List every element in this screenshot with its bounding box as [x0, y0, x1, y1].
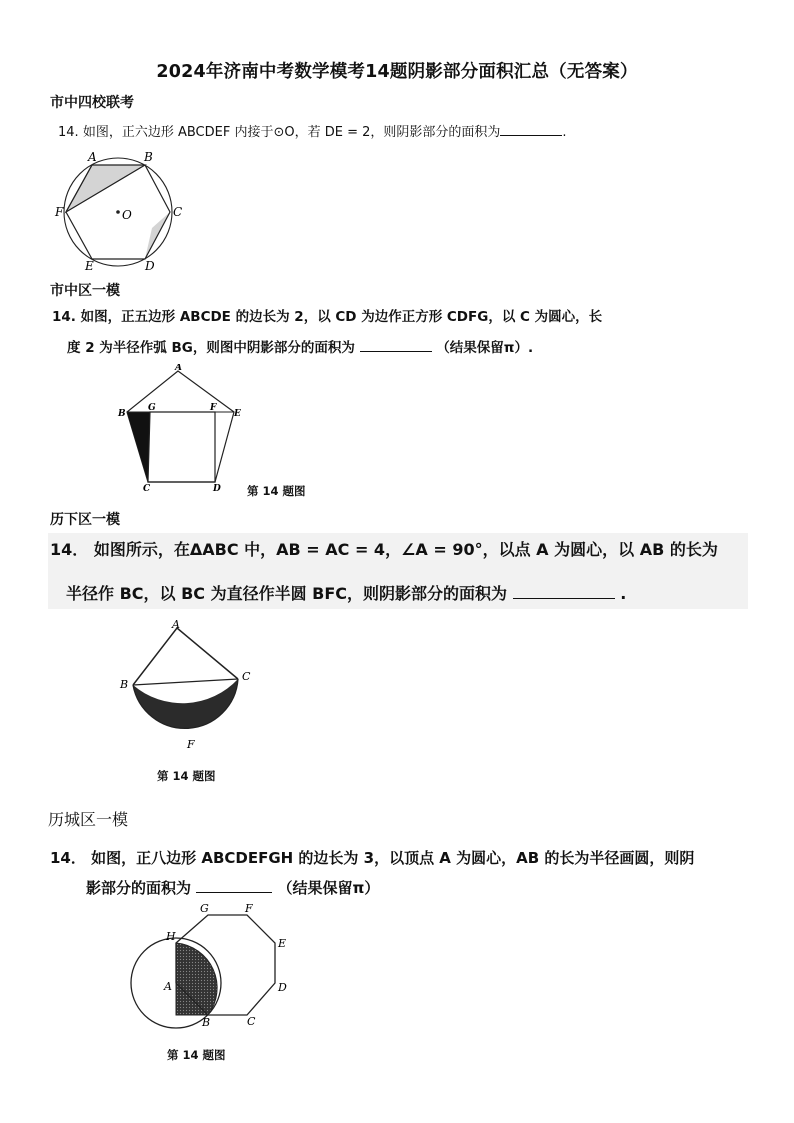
answer-blank-3[interactable]: [513, 598, 615, 599]
label-c: C: [173, 205, 183, 219]
question-4-line2: 影部分的面积为: [86, 879, 192, 897]
label-a: A: [88, 150, 97, 164]
question-4-end: （结果保留π）: [277, 879, 380, 897]
question-2-number: 14.: [52, 309, 76, 325]
question-3-line2: 半径作 BC，以 BC 为直径作半圆 BFC，则阴影部分的面积为: [66, 584, 508, 603]
label-a: A: [164, 980, 172, 993]
question-2-end: （结果保留π）.: [436, 340, 534, 356]
question-3-line1: 如图所示，在ΔABC 中，AB = AC = 4，∠A = 90°，以点 A 为圆心，以 AB 的长为: [93, 540, 718, 559]
question-4-line1: 如图，正八边形 ABCDEFGH 的边长为 3，以顶点 A 为圆心，AB 的长为半径画圆，则阴: [91, 849, 695, 867]
octagon-figure: [128, 898, 303, 1033]
section-heading-2: 市中区一模: [50, 283, 120, 299]
question-2-line2: 度 2 为半径作弧 BG，则图中阴影部分的面积为: [67, 340, 355, 356]
label-f: F: [210, 403, 217, 413]
label-f: F: [187, 738, 195, 751]
question-3-line2-row: [66, 581, 626, 604]
answer-blank-2[interactable]: [360, 351, 432, 352]
question-3-number: 14．: [50, 540, 89, 559]
diameter-bc: [133, 679, 238, 685]
question-4-line1-row: [50, 847, 694, 868]
label-a: A: [172, 618, 180, 631]
label-e: E: [278, 937, 287, 950]
hexagon-figure: [52, 148, 192, 272]
label-h: H: [166, 930, 176, 943]
question-3-end: .: [620, 584, 627, 603]
section-heading-1: 市中四校联考: [50, 95, 134, 111]
label-f: F: [55, 205, 64, 219]
question-3-line1-row: [50, 537, 718, 560]
label-c: C: [247, 1015, 256, 1028]
label-b: B: [120, 678, 129, 691]
question-1-number: 14.: [58, 125, 79, 140]
question-2-line1-row: [52, 305, 602, 325]
triangle-abc: [133, 628, 238, 685]
label-b: B: [202, 1016, 211, 1029]
pentagon-figure: [112, 364, 252, 492]
page-title: 2024年济南中考数学模考14题阴影部分面积汇总（无答案）: [156, 62, 638, 82]
shaded-region: [127, 412, 150, 482]
label-d: D: [213, 484, 221, 492]
question-2-line1: 如图，正五边形 ABCDE 的边长为 2，以 CD 为边作正方形 CDFG，以 C 为圆心，长: [80, 309, 603, 325]
figure-caption-2: 第 14 题图: [247, 484, 306, 498]
question-1-line1: 如图，正六边形 ABCDEF 内接于⊙O，若 DE = 2，则阴影部分的面积为: [82, 125, 501, 140]
shaded-crescent: [133, 679, 238, 728]
answer-blank-4[interactable]: [196, 892, 272, 893]
question-4-line2-row: [86, 877, 379, 898]
center-o-point: [116, 210, 120, 214]
label-f: F: [245, 902, 253, 915]
figure-caption-4: 第 14 题图: [167, 1048, 226, 1062]
question-2-line2-row: [67, 336, 533, 356]
figure-caption-3: 第 14 题图: [157, 769, 216, 783]
label-o: O: [122, 208, 132, 222]
label-c: C: [143, 484, 151, 492]
square-cdfg: [148, 412, 215, 482]
label-c: C: [242, 670, 251, 683]
label-e: E: [85, 259, 94, 272]
label-d: D: [145, 259, 155, 272]
question-4-number: 14．: [50, 849, 86, 867]
section-heading-3: 历下区一模: [50, 512, 120, 528]
label-e: E: [234, 409, 241, 419]
label-b: B: [118, 409, 126, 419]
label-g: G: [200, 902, 209, 915]
label-g: G: [148, 403, 156, 413]
label-a: A: [175, 364, 182, 373]
semicircle-figure: [115, 618, 260, 756]
label-d: D: [278, 981, 287, 994]
label-b: B: [144, 150, 153, 164]
question-1-end: .: [562, 125, 567, 140]
answer-blank-1[interactable]: [500, 135, 562, 136]
section-heading-4: 历城区一模: [48, 810, 129, 829]
question-1-text: [58, 121, 567, 140]
